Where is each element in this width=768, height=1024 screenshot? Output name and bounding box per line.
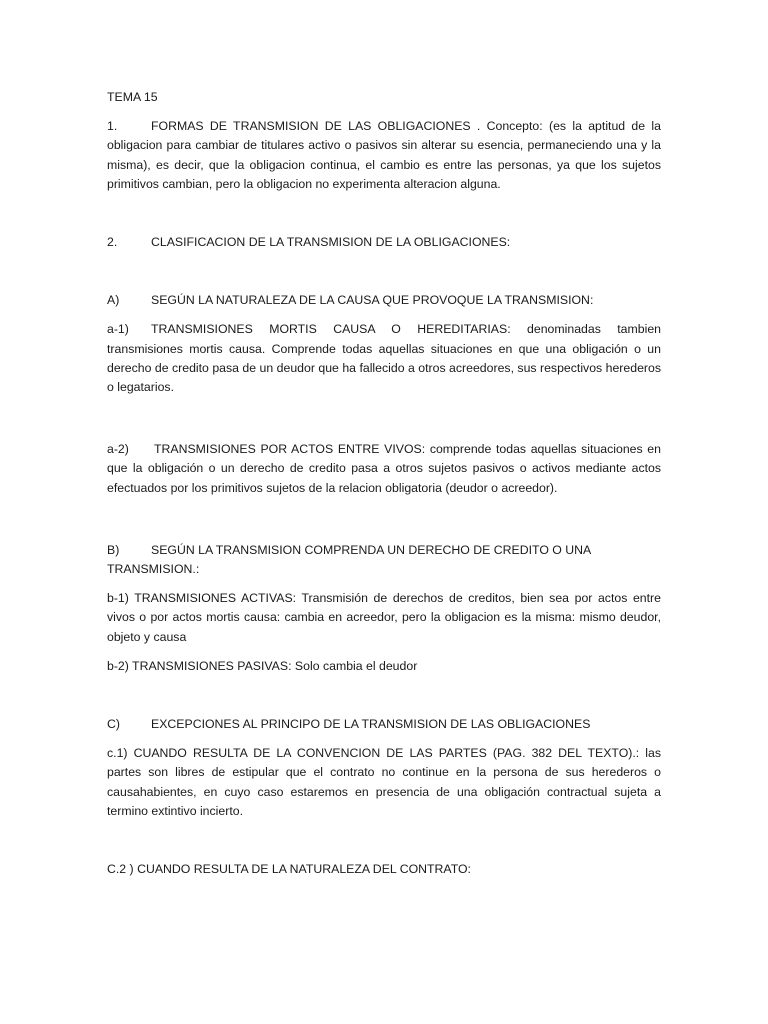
subsection-a1-text: denominadas tambien transmisiones mortis causa. Comprende todas aquellas situaciones en que una obligación o un derecho de credito pasa de un deudor que ha fallecido a otros acreedores, sus respectivos herederos o legatarios. xyxy=(107,322,661,395)
subsection-c1-text: las partes son libres de estipular que el contrato no continue en la persona de sus herederos o causahabientes, en cuyo caso estaremos en presencia de una obligación contractual sujeta a termino extintivo incierto. xyxy=(107,746,661,818)
subsection-b1 xyxy=(107,589,661,647)
subsection-b2-text: Solo cambia el deudor xyxy=(291,658,418,673)
section-a-number: A) xyxy=(107,293,120,308)
section-2-number: 2. xyxy=(107,235,118,250)
subsection-a1 xyxy=(107,320,661,397)
section-c xyxy=(107,715,661,734)
subsection-c1-heading: c.1) CUANDO RESULTA DE LA CONVENCION DE LAS PARTES (PAG. 382 DEL TEXTO).: xyxy=(107,746,640,761)
subsection-a2-number: a-2) xyxy=(107,442,129,457)
subsection-b1-text: Transmisión de derechos de creditos, bien sea por actos entre vivos o por actos mortis causa: cambia en acreedor, pero la obligacion es la misma: mismo deudor, objeto y causa xyxy=(107,591,661,644)
section-a xyxy=(107,291,661,310)
subsection-a2-heading: TRANSMISIONES POR ACTOS ENTRE VIVOS: xyxy=(154,442,426,457)
section-1-number: 1. xyxy=(107,119,118,134)
section-1 xyxy=(107,117,661,194)
section-c-heading: EXCEPCIONES AL PRINCIPO DE LA TRANSMISION DE LAS OBLIGACIONES xyxy=(151,717,591,732)
section-1-heading: FORMAS DE TRANSMISION DE LAS OBLIGACIONES xyxy=(151,119,471,134)
subsection-c2-heading: C.2 ) CUANDO RESULTA DE LA NATURALEZA DEL CONTRATO: xyxy=(107,862,471,877)
section-1-text: . Concepto: (es la aptitud de la obligacion para cambiar de titulares activo o pasivos sin alterar su esencia, permaneciendo una y la misma), es decir, que la obligacion continua, el cambio es entre las personas, ya que los sujetos primitivos cambian, pero la obligacion no experimenta alteracion alguna. xyxy=(107,119,661,191)
section-a-heading: SEGÚN LA NATURALEZA DE LA CAUSA QUE PROVOQUE LA TRANSMISION: xyxy=(151,293,594,308)
subsection-c2 xyxy=(107,860,661,879)
subsection-b2 xyxy=(107,657,661,676)
section-2 xyxy=(107,233,661,252)
section-b xyxy=(107,541,661,579)
section-b-heading: SEGÚN LA TRANSMISION COMPRENDA UN DERECHO DE CREDITO O UNA TRANSMISION.: xyxy=(107,542,591,577)
subsection-a2-text: comprende todas aquellas situaciones en que la obligación o un derecho de credito pasa a otros sujetos pasivos o activos mediante actos efectuados por los primitivos sujetos de la relacion obligatoria (deudor o acreedor). xyxy=(107,442,661,495)
subsection-b2-heading: b-2) TRANSMISIONES PASIVAS: xyxy=(107,658,292,673)
document-body xyxy=(107,88,661,879)
subsection-c1 xyxy=(107,744,661,821)
subsection-a1-heading: TRANSMISIONES MORTIS CAUSA O HEREDITARIAS: xyxy=(151,322,511,337)
subsection-a2 xyxy=(107,440,661,498)
document-title: TEMA 15 xyxy=(107,90,158,104)
section-c-number: C) xyxy=(107,717,120,732)
section-2-heading: CLASIFICACION DE LA TRANSMISION DE LA OBLIGACIONES: xyxy=(151,235,511,250)
subsection-b1-heading: b-1) TRANSMISIONES ACTIVAS: xyxy=(107,591,297,606)
subsection-a1-number: a-1) xyxy=(107,322,129,337)
section-b-number: B) xyxy=(107,542,120,557)
